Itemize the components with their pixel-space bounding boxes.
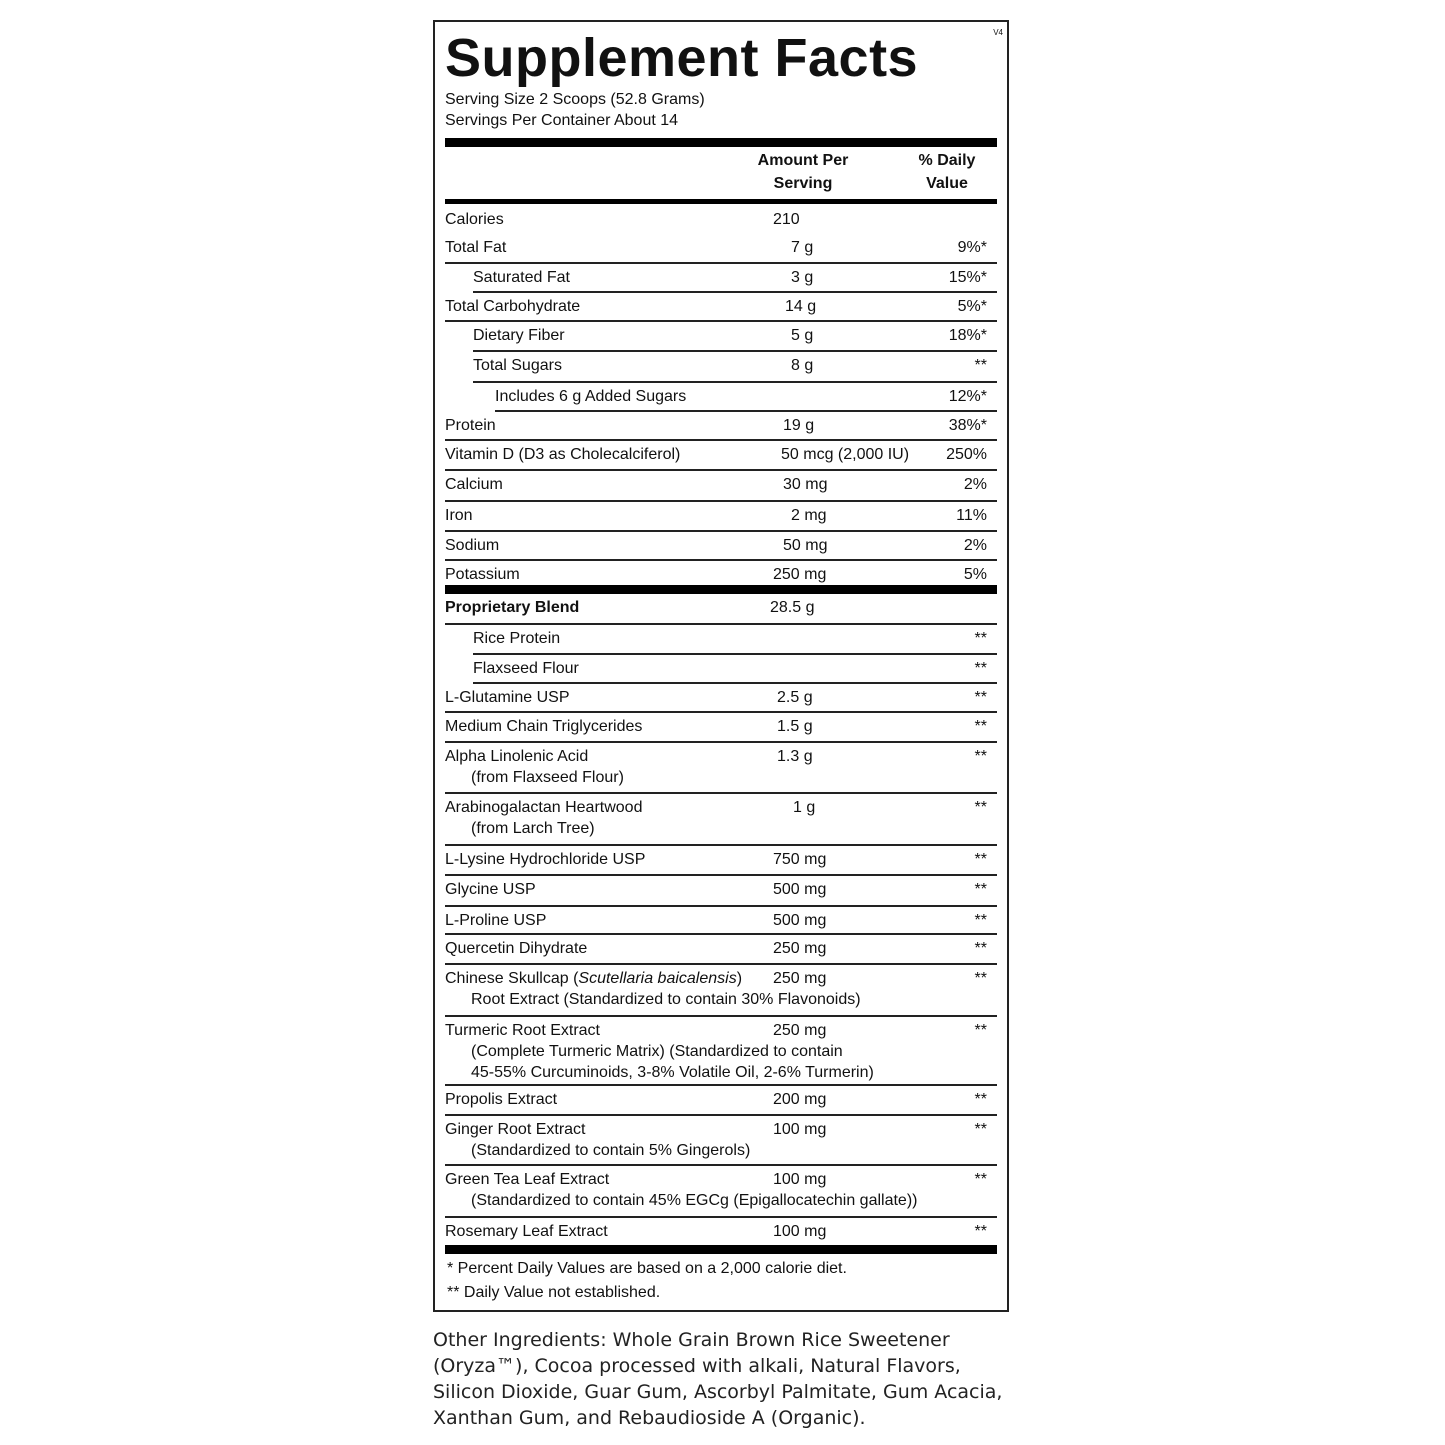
nutrient-name-text: Total Sugars <box>473 357 562 374</box>
nutrient-name <box>445 445 680 465</box>
other-ingredients-line: Other Ingredients: Whole Grain Brown Rice Sweetener <box>433 1329 950 1351</box>
ingredient-amount: 250 mg <box>773 970 827 987</box>
nutrient-amount: 30 mg <box>783 476 828 493</box>
ingredient-name-text: Chinese Skullcap <box>445 970 569 987</box>
ingredient-amount: 1 g <box>793 799 816 816</box>
latin-paren-close: ) <box>736 970 743 987</box>
ingredient-daily-value: ** <box>974 851 987 868</box>
ingredient-row-medium-chain-triglycerides <box>445 713 997 743</box>
ingredient-name <box>445 969 742 989</box>
ingredient-name <box>445 688 570 708</box>
ingredient-amount: 100 mg <box>773 1171 827 1188</box>
ingredient-row-turmeric-root-extract <box>445 1017 997 1086</box>
footnote-percent: * Percent Daily Values are based on a 2,000 calorie diet. <box>447 1260 847 1277</box>
nutrient-daily-value: 12%* <box>948 388 987 405</box>
thick-rule-middle <box>445 585 997 594</box>
nutrient-amount: 14 g <box>785 298 817 315</box>
ingredient-amount: 1.3 g <box>777 748 813 765</box>
nutrient-name-text: Saturated Fat <box>473 269 570 286</box>
nutrient-amount: 3 g <box>791 269 814 286</box>
ingredient-amount: 1.5 g <box>777 718 813 735</box>
nutrient-row-total-fat <box>445 234 997 264</box>
ingredient-name-text: Rosemary Leaf Extract <box>445 1223 608 1240</box>
ingredient-name <box>445 1120 586 1140</box>
ingredient-row-alpha-linolenic-acid <box>445 743 997 794</box>
ingredient-subtext: Root Extract (Standardized to contain 30% Flavonoids) <box>471 991 861 1008</box>
nutrient-name <box>445 238 506 258</box>
ingredient-name-text: Green Tea Leaf Extract <box>445 1171 610 1188</box>
nutrient-name <box>495 387 686 407</box>
ingredient-subtext: 45-55% Curcuminoids, 3-8% Volatile Oil, 2-6% Turmerin) <box>471 1064 874 1081</box>
ingredient-amount: 750 mg <box>773 851 827 868</box>
nutrient-row-dietary-fiber <box>445 322 997 352</box>
nutrient-name <box>445 536 499 556</box>
ingredient-row-rosemary-leaf-extract <box>445 1218 997 1245</box>
ingredient-name <box>445 747 588 767</box>
ingredient-subtext: (from Larch Tree) <box>471 820 595 837</box>
version-code: V4 <box>993 28 1003 37</box>
ingredient-name <box>445 850 645 870</box>
ingredient-row-l-proline-usp <box>445 907 997 935</box>
nutrient-row-calcium <box>445 471 997 502</box>
nutrient-name <box>445 475 503 495</box>
ingredient-row-green-tea-leaf-extract <box>445 1166 997 1218</box>
ingredient-daily-value: ** <box>974 718 987 735</box>
nutrient-name-text: Total Fat <box>445 239 507 256</box>
thick-rule-bottom <box>445 1245 997 1254</box>
nutrient-name-text: Total Carbohydrate <box>445 298 581 315</box>
ingredient-amount: 200 mg <box>773 1091 827 1108</box>
nutrient-amount: 250 mg <box>773 566 827 583</box>
header-daily-value: % Daily Value <box>918 152 976 192</box>
nutrient-amount: 2 mg <box>791 507 827 524</box>
nutrient-name-text: Calcium <box>445 476 503 493</box>
nutrient-name <box>473 268 570 288</box>
ingredient-name <box>445 1021 600 1041</box>
nutrient-daily-value: 250% <box>946 446 987 463</box>
nutrient-amount: 50 mg <box>783 537 828 554</box>
ingredient-row-arabinogalactan-heartwood <box>445 794 997 846</box>
nutrient-daily-value: 5% <box>963 566 987 583</box>
ingredient-name-text: Medium Chain Triglycerides <box>445 718 643 735</box>
ingredient-amount: 28.5 g <box>770 599 815 616</box>
nutrient-name-text: Dietary Fiber <box>473 327 565 344</box>
ingredient-daily-value: ** <box>974 970 987 987</box>
nutrient-row-iron <box>445 502 997 532</box>
ingredient-row-ginger-root-extract <box>445 1116 997 1166</box>
ingredient-row-chinese-skullcap <box>445 965 997 1017</box>
ingredient-subtext: (Standardized to contain 5% Gingerols) <box>471 1142 751 1159</box>
nutrient-row-vitamin-d-d3-as-cholecalciferol <box>445 441 997 471</box>
ingredient-row-l-glutamine-usp <box>445 684 997 713</box>
other-ingredients-line: Silicon Dioxide, Guar Gum, Ascorbyl Palmitate, Gum Acacia, <box>433 1381 1003 1403</box>
nutrient-name <box>445 416 496 436</box>
ingredient-daily-value: ** <box>974 799 987 816</box>
nutrient-amount: 7 g <box>791 239 814 256</box>
supplement-facts-panel <box>433 20 1009 1312</box>
nutrient-name <box>445 506 473 526</box>
latin-name: Scutellaria baicalensis <box>578 970 737 987</box>
nutrient-name <box>445 297 580 317</box>
ingredient-row-quercetin-dihydrate <box>445 935 997 965</box>
ingredient-daily-value: ** <box>974 660 987 677</box>
nutrient-amount: 5 g <box>791 327 814 344</box>
nutrient-name <box>473 356 562 376</box>
ingredient-name-text: L-Glutamine USP <box>445 689 570 706</box>
ingredient-row-propolis-extract <box>445 1086 997 1116</box>
nutrient-amount: 210 <box>773 211 800 228</box>
ingredient-daily-value: ** <box>974 689 987 706</box>
ingredient-subtext: (Standardized to contain 45% EGCg (Epigallocatechin gallate)) <box>471 1192 918 1209</box>
ingredient-name <box>445 880 536 900</box>
ingredient-name-text: Glycine USP <box>445 881 536 898</box>
nutrient-row-total-carbohydrate <box>445 293 997 322</box>
ingredient-name <box>445 1170 609 1190</box>
nutrient-row-saturated-fat <box>445 264 997 293</box>
ingredient-name-text: Arabinogalactan Heartwood <box>445 799 643 816</box>
other-ingredients-line: (Oryza™), Cocoa processed with alkali, Natural Flavors, <box>433 1355 961 1377</box>
ingredient-row-glycine-usp <box>445 876 997 907</box>
nutrient-row-sodium <box>445 532 997 561</box>
nutrient-amount: 50 mcg (2,000 IU) <box>781 446 910 463</box>
nutrient-daily-value: 5%* <box>957 298 987 315</box>
nutrient-daily-value: 2% <box>963 537 987 554</box>
nutrient-daily-value: 18%* <box>948 327 987 344</box>
serving-size: Serving Size 2 Scoops (52.8 Grams) <box>445 91 705 108</box>
ingredient-name-text: Quercetin Dihydrate <box>445 940 588 957</box>
ingredient-row-proprietary-blend <box>445 594 997 625</box>
ingredient-row-rice-protein <box>445 625 997 655</box>
nutrient-row-includes-6-g-added-sugars <box>445 383 997 412</box>
servings-per-container: Servings Per Container About 14 <box>445 112 679 129</box>
nutrient-daily-value: 38%* <box>948 417 987 434</box>
nutrient-name <box>445 565 520 585</box>
ingredient-daily-value: ** <box>974 1223 987 1240</box>
nutrient-row-calories <box>445 206 997 234</box>
header-amount-per-serving: Amount Per Serving <box>757 152 849 192</box>
nutrient-name-text: Calories <box>445 211 504 228</box>
nutrient-row-protein <box>445 412 997 441</box>
ingredient-amount: 250 mg <box>773 940 827 957</box>
footnote-not-established: ** Daily Value not established. <box>447 1284 661 1301</box>
nutrient-amount: 19 g <box>783 417 815 434</box>
ingredient-row-l-lysine-hydrochloride-usp <box>445 846 997 876</box>
nutrient-name-text: Sodium <box>445 537 500 554</box>
ingredient-name-text: Turmeric Root Extract <box>445 1022 600 1039</box>
nutrient-name <box>445 210 504 230</box>
other-ingredients <box>433 1327 1033 1431</box>
ingredient-name-text: Rice Protein <box>473 630 561 647</box>
ingredient-name-text: Propolis Extract <box>445 1091 558 1108</box>
nutrient-daily-value: ** <box>974 357 987 374</box>
nutrient-name-text: Includes 6 g Added Sugars <box>495 388 687 405</box>
ingredient-daily-value: ** <box>974 748 987 765</box>
ingredient-name <box>445 939 587 959</box>
ingredient-amount: 500 mg <box>773 912 827 929</box>
nutrient-name-text: Potassium <box>445 566 520 583</box>
ingredient-row-flaxseed-flour <box>445 655 997 684</box>
other-ingredients-line: Xanthan Gum, and Rebaudioside A (Organic). <box>433 1407 866 1429</box>
ingredient-name <box>445 798 642 818</box>
ingredient-daily-value: ** <box>974 940 987 957</box>
nutrient-name-text: Protein <box>445 417 496 434</box>
ingredient-subtext: (from Flaxseed Flour) <box>471 769 624 786</box>
ingredient-name <box>445 717 642 737</box>
ingredient-amount: 2.5 g <box>777 689 813 706</box>
nutrient-daily-value: 2% <box>963 476 987 493</box>
ingredient-daily-value: ** <box>974 1091 987 1108</box>
ingredient-subtext: (Complete Turmeric Matrix) (Standardized to contain <box>471 1043 843 1060</box>
ingredient-name <box>473 659 579 679</box>
ingredient-name <box>473 629 560 649</box>
ingredient-name-text: Flaxseed Flour <box>473 660 579 677</box>
latin-paren-open: ( <box>568 970 579 987</box>
ingredient-daily-value: ** <box>974 1022 987 1039</box>
ingredient-name-text: Proprietary Blend <box>445 599 580 616</box>
ingredient-daily-value: ** <box>974 630 987 647</box>
header-rule <box>445 199 997 204</box>
ingredient-daily-value: ** <box>974 912 987 929</box>
ingredient-name <box>445 1222 608 1242</box>
nutrient-row-potassium <box>445 561 997 585</box>
ingredient-name <box>445 598 579 618</box>
nutrient-name-text: Vitamin D (D3 as Cholecalciferol) <box>445 446 681 463</box>
nutrient-daily-value: 11% <box>956 507 987 524</box>
ingredient-daily-value: ** <box>974 1121 987 1138</box>
ingredient-amount: 500 mg <box>773 881 827 898</box>
thick-rule-top <box>445 138 997 147</box>
ingredient-name-text: Ginger Root Extract <box>445 1121 586 1138</box>
ingredient-name <box>445 911 546 931</box>
ingredient-name-text: Alpha Linolenic Acid <box>445 748 589 765</box>
nutrient-name <box>473 326 565 346</box>
ingredient-amount: 100 mg <box>773 1121 827 1138</box>
ingredient-amount: 100 mg <box>773 1223 827 1240</box>
nutrient-daily-value: 15%* <box>948 269 987 286</box>
nutrient-daily-value: 9%* <box>957 239 987 256</box>
ingredient-daily-value: ** <box>974 1171 987 1188</box>
nutrient-row-total-sugars <box>445 352 997 383</box>
ingredient-name <box>445 1090 557 1110</box>
panel-title: Supplement Facts <box>445 28 919 88</box>
ingredient-daily-value: ** <box>974 881 987 898</box>
ingredient-amount: 250 mg <box>773 1022 827 1039</box>
ingredient-name-text: L-Proline USP <box>445 912 547 929</box>
nutrient-amount: 8 g <box>791 357 814 374</box>
ingredient-name-text: L-Lysine Hydrochloride USP <box>445 851 646 868</box>
nutrient-name-text: Iron <box>445 507 473 524</box>
